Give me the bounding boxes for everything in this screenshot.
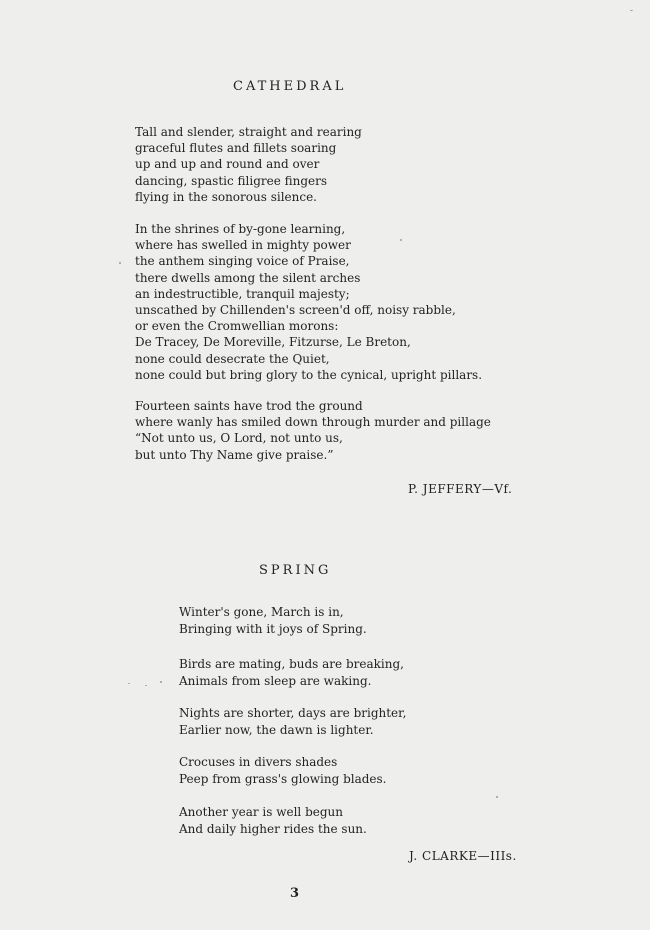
poem-line: Birds are mating, buds are breaking, [179, 657, 404, 671]
poem-line: up and up and round and over [135, 157, 320, 172]
poem-line: flying in the sonorous silence. [135, 189, 317, 204]
poem-line: Another year is well begun [179, 805, 344, 819]
poem-line: Tall and slender, straight and rearing [135, 125, 362, 139]
poem-line: Nights are shorter, days are brighter, [179, 706, 407, 720]
scan-speck [400, 239, 402, 241]
poem-line: “Not unto us, O Lord, not unto us, [135, 431, 343, 446]
poem-line: where has swelled in mighty power [135, 238, 351, 253]
poem-line: but unto Thy Name give praise.” [135, 447, 334, 462]
cathedral-stanza-2 [135, 221, 482, 383]
poem-title-cathedral: CATHEDRAL [233, 79, 347, 94]
poem-line: none could but bring glory to the cynical, upright pillars. [135, 367, 483, 382]
poem-line: the anthem singing voice of Praise, [135, 254, 350, 269]
poem-title-spring: SPRING [259, 563, 332, 578]
spring-stanza-2 [179, 656, 404, 689]
cathedral-stanza-1 [135, 124, 362, 205]
spring-stanza-1 [179, 604, 367, 637]
poem-line: Crocuses in divers shades [179, 755, 338, 769]
scan-speck [119, 262, 121, 264]
poem-line: dancing, spastic filigree fingers [135, 173, 328, 188]
poem-line: Fourteen saints have trod the ground [135, 399, 363, 413]
poem-line: unscathed by Chillenden's screen'd off, noisy rabble, [135, 303, 456, 318]
poem-line: an indestructible, tranquil majesty; [135, 286, 350, 301]
poem-author-spring: J. CLARKE—IIIs. [409, 849, 517, 863]
poem-line: graceful flutes and fillets soaring [135, 141, 337, 156]
scan-speck [630, 10, 633, 11]
scan-speck [145, 685, 147, 686]
poem-line: De Tracey, De Moreville, Fitzurse, Le Breton, [135, 335, 411, 350]
poem-line: Peep from grass's glowing blades. [179, 771, 387, 786]
spring-stanza-5 [179, 804, 367, 837]
poem-line: there dwells among the silent arches [135, 270, 361, 285]
scan-speck [496, 796, 498, 798]
poem-line: none could desecrate the Quiet, [135, 351, 330, 366]
cathedral-stanza-3 [135, 398, 491, 463]
poem-line: Bringing with it joys of Spring. [179, 621, 367, 636]
poem-line: Earlier now, the dawn is lighter. [179, 722, 374, 737]
poem-line: where wanly has smiled down through murder and pillage [135, 415, 491, 430]
poem-line: Animals from sleep are waking. [179, 673, 372, 688]
spring-stanza-4 [179, 754, 387, 787]
spring-stanza-3 [179, 705, 406, 738]
poem-line: or even the Cromwellian morons: [135, 319, 339, 334]
poem-line: And daily higher rides the sun. [179, 821, 367, 836]
scan-speck [128, 683, 130, 684]
poem-author-cathedral: P. JEFFERY—Vf. [408, 482, 513, 496]
poem-line: In the shrines of by-gone learning, [135, 222, 346, 236]
page-number: 3 [290, 886, 300, 901]
poem-line: Winter's gone, March is in, [179, 605, 344, 619]
scan-speck [160, 681, 162, 683]
